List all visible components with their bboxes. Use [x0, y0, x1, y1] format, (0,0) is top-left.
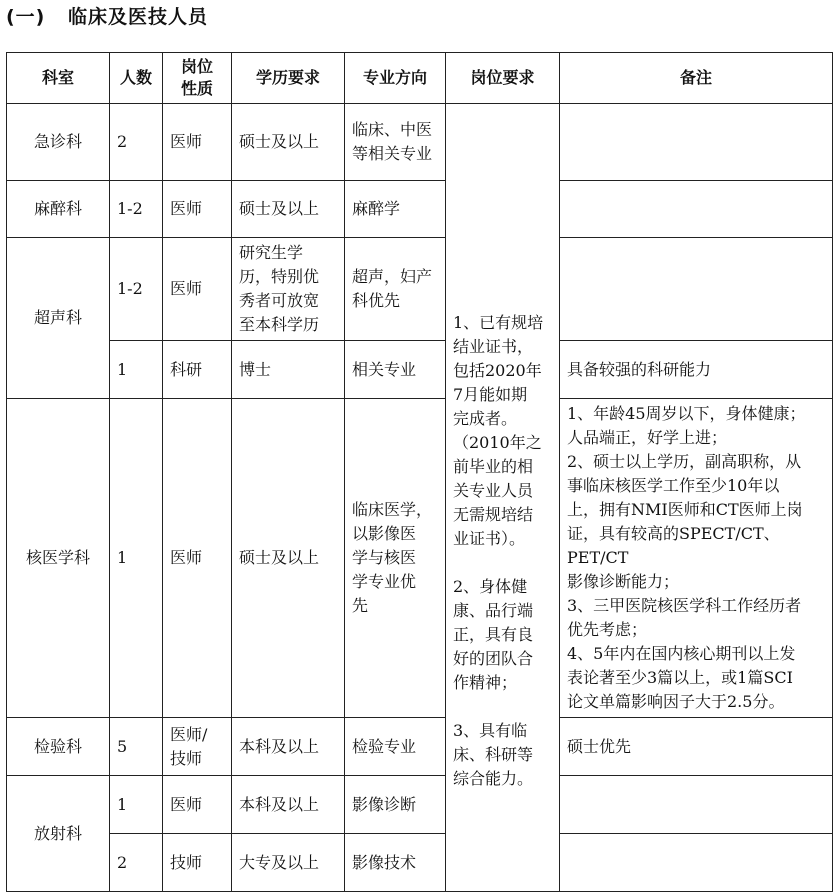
cell-type: 医师 — [163, 399, 232, 718]
cell-type: 医师/ 技师 — [163, 718, 232, 776]
cell-count: 5 — [110, 718, 163, 776]
cell-edu: 本科及以上 — [232, 718, 345, 776]
cell-edu: 博士 — [232, 341, 345, 399]
section-heading — [6, 2, 208, 29]
cell-note — [560, 181, 833, 238]
cell-type: 医师 — [163, 238, 232, 341]
cell-edu: 大专及以上 — [232, 834, 345, 892]
cell-edu: 硕士及以上 — [232, 399, 345, 718]
cell-count: 2 — [110, 104, 163, 181]
cell-major: 临床医学， 以影像医 学与核医 学专业优 先 — [345, 399, 446, 718]
cell-edu: 本科及以上 — [232, 776, 345, 834]
header-count: 人数 — [110, 53, 163, 104]
cell-major: 临床、中医 等相关专业 — [345, 104, 446, 181]
cell-count: 1 — [110, 341, 163, 399]
cell-edu: 研究生学 历，特别优 秀者可放宽 至本科学历 — [232, 238, 345, 341]
cell-count: 1-2 — [110, 238, 163, 341]
cell-major: 麻醉学 — [345, 181, 446, 238]
table-row — [7, 776, 833, 834]
header-dept: 科室 — [7, 53, 110, 104]
cell-note — [560, 834, 833, 892]
cell-dept: 急诊科 — [7, 104, 110, 181]
cell-note: 1、年龄45周岁以下，身体健康； 人品端正，好学上进； 2、硕士以上学历，副高职称，从 事临床核医学工作至少10年以 上，拥有NMI医师和CT医师上岗 证，具有较高的SPECT/CT、PET/CT 影像诊断能力； 3、三甲医院核医学科工作经历者 优先考虑； 4、5年内在国内核心期刊以上发 表论著至少3篇以上，或1篇SCI 论文单篇影响因子大于2.5分。 — [560, 399, 833, 718]
section-number: (一) — [6, 6, 46, 28]
header-type: 岗位 性质 — [163, 53, 232, 104]
header-edu: 学历要求 — [232, 53, 345, 104]
cell-major: 影像诊断 — [345, 776, 446, 834]
cell-type: 医师 — [163, 181, 232, 238]
table-row — [7, 238, 833, 341]
cell-type: 医师 — [163, 776, 232, 834]
recruitment-table — [6, 52, 833, 892]
cell-note: 具备较强的科研能力 — [560, 341, 833, 399]
table-row — [7, 718, 833, 776]
cell-count: 1 — [110, 776, 163, 834]
cell-edu: 硕士及以上 — [232, 104, 345, 181]
cell-dept: 麻醉科 — [7, 181, 110, 238]
cell-note: 硕士优先 — [560, 718, 833, 776]
cell-note — [560, 776, 833, 834]
header-row — [7, 53, 833, 104]
cell-count: 1-2 — [110, 181, 163, 238]
cell-dept: 检验科 — [7, 718, 110, 776]
cell-major: 检验专业 — [345, 718, 446, 776]
header-major: 专业方向 — [345, 53, 446, 104]
table-row — [7, 341, 833, 399]
cell-type: 科研 — [163, 341, 232, 399]
cell-edu: 硕士及以上 — [232, 181, 345, 238]
cell-dept: 放射科 — [7, 776, 110, 892]
cell-count: 1 — [110, 399, 163, 718]
cell-note — [560, 104, 833, 181]
table-row — [7, 399, 833, 718]
cell-type: 医师 — [163, 104, 232, 181]
cell-note — [560, 238, 833, 341]
cell-major: 相关专业 — [345, 341, 446, 399]
cell-major: 影像技术 — [345, 834, 446, 892]
table-row — [7, 104, 833, 181]
cell-dept: 核医学科 — [7, 399, 110, 718]
table-row — [7, 834, 833, 892]
cell-count: 2 — [110, 834, 163, 892]
cell-major: 超声，妇产 科优先 — [345, 238, 446, 341]
header-note: 备注 — [560, 53, 833, 104]
cell-requirements: 1、已有规培 结业证书， 包括2020年 7月能如期 完成者。 （2010年之 前毕业的相 关专业人员 无需规培结 业证书）。 2、身体健 康、品行端 正，具有良 好的团队合 作精神； 3、具有临 床、科研等 综合能力。 — [446, 104, 560, 892]
header-requirements: 岗位要求 — [446, 53, 560, 104]
cell-type: 技师 — [163, 834, 232, 892]
section-title: 临床及医技人员 — [68, 6, 209, 28]
table-row — [7, 181, 833, 238]
cell-dept: 超声科 — [7, 238, 110, 399]
